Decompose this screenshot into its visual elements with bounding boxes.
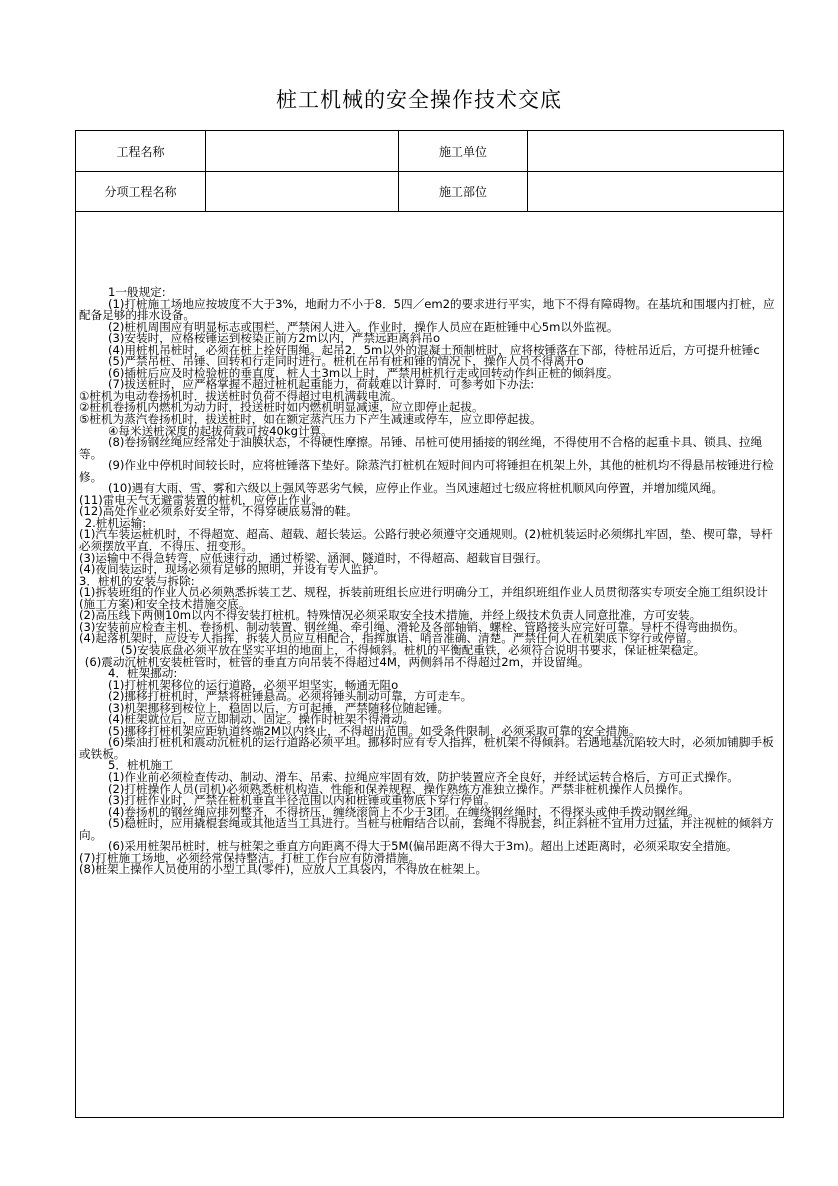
construction-part-field[interactable] xyxy=(528,172,784,212)
paragraph: (7)打桩施工场地，必须经常保持整洁。打桩工作台应有防滑措施。 xyxy=(79,850,421,865)
paragraph: (1)拆装班组的作业人员必须熟悉拆装工艺、规程，拆装前班组长应进行明确分工，并组织班组作业人员贯彻落实专项安全施工组织设计(施工方案)和安全技术措施交底。 xyxy=(79,585,768,611)
paragraph: (11)雷电天气无避雷装置的桩机，应停止作业。 xyxy=(79,492,324,507)
construction-part-label: 施工部位 xyxy=(399,172,528,212)
paragraph: (2)打桩操作人员(司机)必须熟悉桩机构造、性能和保养规程、操作熟练方准独立操作。严禁非桩机操作人员操作。 xyxy=(108,781,690,796)
paragraph: (1)作业前必须检查传动、制动、滑车、吊索、拉绳应牢固有效，防护装置应齐全良好，并经试运转合格后，方可正式操作。 xyxy=(108,769,739,784)
paragraph: ②桩机卷扬机内燃机为动力时，投送桩时如内燃机明显减速，应立即停止起拔。 xyxy=(79,400,484,415)
paragraph: (3)安装时，应格桉锤运到桉染正前方2m以内，严禁远距离斜吊o xyxy=(108,331,441,346)
paragraph: (3)机架挪移到桉位上，稳固以后，方可起捶，严禁随移位随起锤。 xyxy=(108,700,450,715)
paragraph: 3．桩机的安装与拆除: xyxy=(79,573,195,588)
paragraph: ①桩机为电动卷扬机时．拔送桩时负荷不得超过电机满载电流。 xyxy=(79,388,403,403)
project-name-field[interactable] xyxy=(206,131,399,172)
paragraph: (9)作业中停机时间较长时，应将桩锤落下垫好。除蒸汽打桩机在短时间内可将锤担在机架上外，其他的桩机均不得悬吊桉锤进行检修。 xyxy=(79,458,774,484)
paragraph: (2)桩机周围应有明显标志或围栏，严禁闲人进入。作业时．操作人员应在距桩锤中心5m以外监视。 xyxy=(108,319,619,334)
paragraph: (6)震动沉桩机安装桩管时，桩管的垂直方向吊装不得超过4M，两侧斜吊不得超过2m，并设留绳。 xyxy=(84,654,590,669)
paragraph: (1)汽车装运桩机时，不得超宽、超高、超载、超长装运。公路行驶必须遵守交通规则。(2)桩机装运时必须绑扎牢固，垫、楔可靠，导杆必须摆放平直．不得压、扭变形。 xyxy=(79,527,773,554)
paragraph: (3)打桩作业时，严禁在桩机垂直半径范围以内和桩锤或重物底下穿行停留。 xyxy=(108,793,496,808)
construction-unit-field[interactable] xyxy=(528,131,784,172)
paragraph: 5．桩机施工 xyxy=(108,758,174,773)
disclosure-content xyxy=(76,212,784,1118)
paragraph: (7)拔送桩时，应严格掌握不超过桩机起重能力，荷载难以计算时．可参考如下办法: xyxy=(108,377,535,392)
paragraph: ⑤桩机为蒸汽卷扬机时，拔送桩时，如在额定蒸汽压力下产生减速或停车，应立即停起拔。 xyxy=(79,412,542,427)
paragraph: (2)挪移打桩机时，严禁将桩锤悬高。必须将锤头制动可靠，方可走车。 xyxy=(108,689,473,704)
paragraph: (6)采用桩架吊桩时，桩与桩架之垂直方向距离不得大于5M(偏吊距离不得大于3m)。超出上述距离时，必须采取安全措施。 xyxy=(108,839,738,854)
paragraph: (8)桩架上操作人员使用的小型工具(零件)，应放人工具袋内，不得放在桩架上。 xyxy=(79,862,488,877)
project-name-label: 工程名称 xyxy=(76,131,206,172)
paragraph: (6)插桩后应及时检验桩的垂直度，桩人土3m以上时，严禁用桩机行走或回转动作纠正桩的倾斜度。 xyxy=(108,365,619,380)
paragraph: (5)挪移打桩机架应距轨道终端2M以内终止，不得超出范围。如受条件限制．必须采取可靠的安全措施。 xyxy=(108,723,641,738)
paragraph: (3)运输中不得急转弯，应低速行动，通过桥梁、涵洞、隧道时，不得超高、超载盲目强行。 xyxy=(79,550,548,565)
paragraph: (4)卷扬机的钢丝绳应排列整齐，不得挤压，缠绕滚筒上不少于3团。在缠绕钢丝绳时，不得探头或伸手拨动钢丝绳。 xyxy=(108,804,700,819)
sub-project-field[interactable] xyxy=(206,172,399,212)
paragraph: (4)起落机架时，应设专人指挥，拆装人员应互相配合，指挥旗语、哨音准确、清楚。严禁任何人在机架底下穿行或停留。 xyxy=(79,631,699,646)
paragraph: (5)稳桩时，应用撬棍套绳或其他适当工具进行。当桩与桩帽结合以前，套绳不得脱套，纠正斜桩不宜用力过猛，并注视桩的倾斜方向。 xyxy=(79,816,774,842)
paragraph: 4．桩架挪动: xyxy=(108,666,178,681)
page-title: 桩工机械的安全操作技术交底 xyxy=(276,88,562,112)
paragraph: (4)夜间装运时，现场必须有足够的照明，并设有专人监护。 xyxy=(79,562,386,577)
construction-unit-label: 施工单位 xyxy=(399,131,528,172)
paragraph: (6)柴油打桩机和震动沉桩机的运行道路必须平坦。挪移时应有专人指挥，桩机架不得倾斜。若遇地基沉陷较大时，必须加铺脚手板或铁板。 xyxy=(79,735,774,761)
paragraph: (10)遇有大雨、雪、雾和六级以上强风等恶劣气候，应停止作业。当风速超过七级应将桩机顺风向停置，并增加缆风绳。 xyxy=(108,481,724,496)
paragraph: (1)打桩施工场地应按坡度不大于3%，地耐力不小于8．5四／em2的要求进行平实，地下不得有障碍物。在基坑和围堰内打桩，应配备足够的排水设备。 xyxy=(79,296,775,323)
disclosure-form xyxy=(75,130,784,1118)
paragraph: 2.桩机运输: xyxy=(84,515,147,530)
paragraph: (5)严禁吊桩、吊锤、回转和行走同时进行。桩机在吊有桩和锤的情况下，操作人员不得离开o xyxy=(108,354,584,369)
paragraph: (4)桩架就位后，应立即制动、固定。操作时桩架不得滑动。 xyxy=(108,712,415,727)
paragraph: (12)高处作业必须系好安全带，不得穿硬底易滑的鞋。 xyxy=(79,504,358,519)
paragraph: 1一般规定: xyxy=(108,285,166,299)
paragraph: (2)高压线下两侧10m以内不得安装打桩机。特殊情况必须采取安全技术措施，并经上级技术负责人同意批准，方可安装。 xyxy=(79,608,702,623)
paragraph: (1)打桩机架移位的运行道路，必须平坦坚实，畅通无阻o xyxy=(108,677,399,692)
paragraph: (8)卷扬钢丝绳应经常处于油膜状态，不得硬性摩擦。吊锤、吊桩可使用插接的钢丝绳，不得使用不合格的起重卡具、锁具、拉绳等。 xyxy=(79,435,763,461)
sub-project-label: 分项工程名称 xyxy=(76,172,206,212)
paragraph: ④每米送桩深度的起拔荷载可按40kg计算。 xyxy=(108,423,333,438)
paragraph: (3)安装前应检查主机、卷扬机、制动装置、钢丝绳、牵引绳、滑轮及各部轴销、螺栓、管路接头应完好可靠。导杆不得弯曲损伤。 xyxy=(79,619,745,634)
disclosure-body xyxy=(76,212,783,876)
paragraph: (5)安装底盘必须平放在坚实平坦的地面上，不得倾斜。桩机的平衡配重铁，必须符合说明书要求，保证桩架稳定。 xyxy=(120,642,706,657)
paragraph: (4)用桩机吊桩时，必须在桩上拴好围绳。起吊2．5m以外的混凝土预制桩时，应将桉锤落在下部，待桩吊近后，方可提升桩锤c xyxy=(108,342,760,357)
